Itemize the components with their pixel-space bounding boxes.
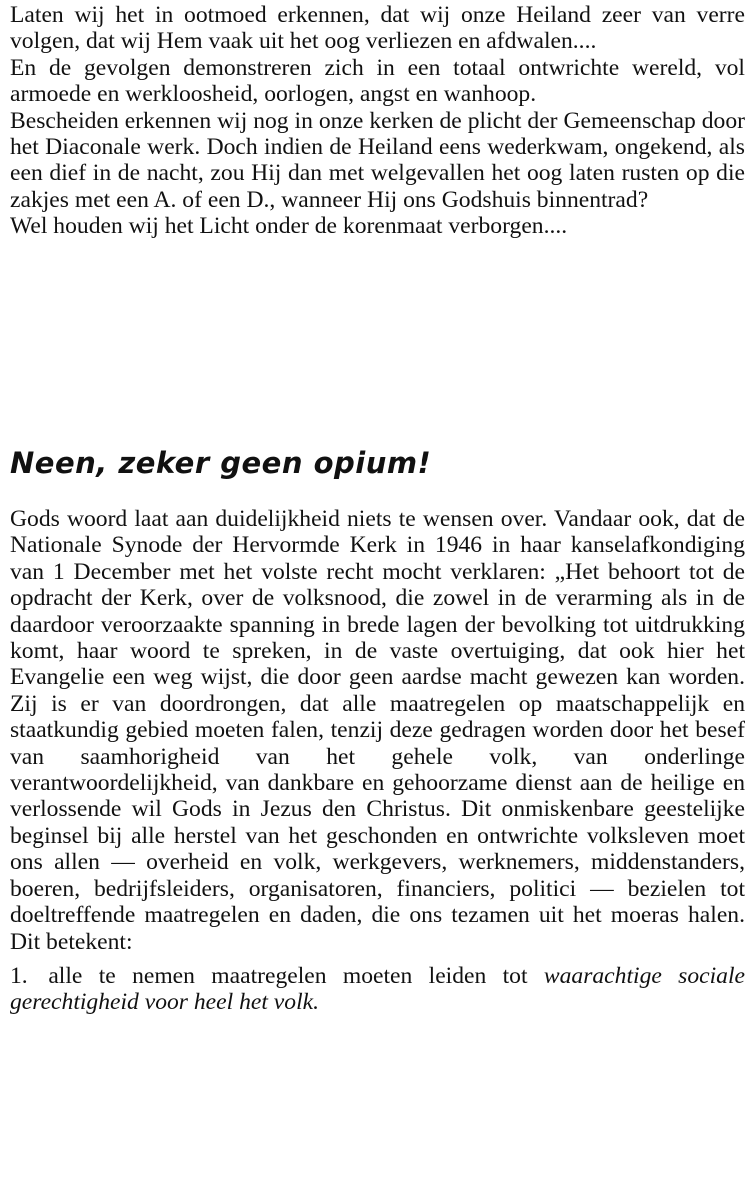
paragraph-3: Bescheiden erkennen wij nog in onze kerken de plicht der Gemeenschap door het Diaconale werk. Doch indien de Heiland eens wederkwam, ongekend, als een dief in de nacht, zou Hij dan met welgevallen het oog laten rusten op die zakjes met een A. of een D., wanneer Hij ons Godshuis binnentrad? bbox=[10, 107, 745, 213]
list-item-emphasis: waarachtige sociale gerechtigheid voor heel het volk. bbox=[10, 962, 745, 1016]
paragraph-2: En de gevolgen demonstreren zich in een totaal ontwrichte wereld, vol armoede en werkloosheid, oorlogen, angst en wanhoop. bbox=[10, 54, 745, 108]
body-section bbox=[10, 506, 745, 1016]
body-paragraph: Gods woord laat aan duidelijkheid niets te wensen over. Vandaar ook, dat de Nationale Synode der Hervormde Kerk in 1946 in haar kanselafkondiging van 1 December met het volste recht mocht verklaren: „Het behoort tot de opdracht der Kerk, over de volksnood, die zowel in de verarming als in de daardoor veroorzaakte spanning in brede lagen der bevolking tot uitdrukking komt, haar woord te spreken, in de vaste overtuiging, dat ook hier het Evangelie een weg wijst, die door geen aardse macht gewezen kan worden. Zij is er van doordrongen, dat alle maatregelen op maatschappelijk en staatkundig gebied moeten falen, tenzij deze gedragen worden door het besef van saamhorigheid van het gehele volk, van onderlinge verantwoordelijkheid, van dankbare en gehoorzame dienst aan de heilige en verlossende wil Gods in Jezus den Christus. Dit onmiskenbare geestelijke beginsel bij alle herstel van het geschonden en ontwrichte volksleven moet ons allen — overheid en volk, werkgevers, werknemers, middenstanders, boeren, bedrijfsleiders, organisatoren, financiers, politici — bezielen tot doeltreffende maatregelen en daden, die ons tezamen uit het moeras halen. Dit betekent: bbox=[10, 506, 745, 955]
paragraph-4: Wel houden wij het Licht onder de korenmaat verborgen.... bbox=[10, 213, 568, 240]
opening-section bbox=[10, 2, 745, 240]
list-item-number: 1. bbox=[10, 962, 28, 989]
paragraph-1: Laten wij het in ootmoed erkennen, dat wij onze Heiland zeer van verre volgen, dat wij Hem vaak uit het oog verliezen en afdwalen.... bbox=[10, 2, 745, 55]
list-item-text: alle te nemen maatregelen moeten leiden tot bbox=[48, 962, 528, 989]
section-heading: Neen, zeker geen opium! bbox=[10, 446, 432, 480]
list-item-1 bbox=[10, 963, 745, 1016]
